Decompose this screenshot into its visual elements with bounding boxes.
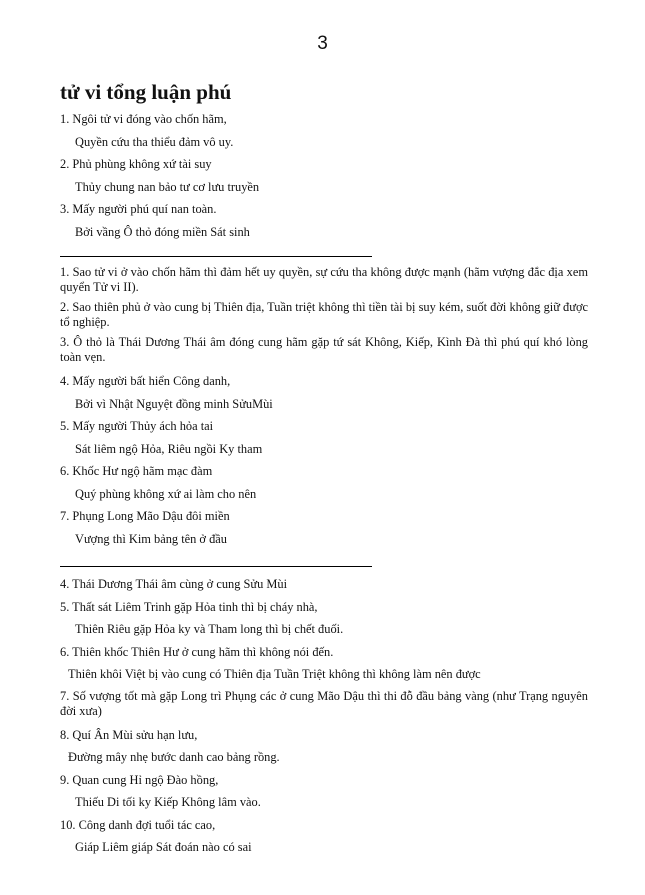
commentary-line: 6. Thiên khốc Thiên Hư ở cung hãm thì không nói đến.: [60, 644, 334, 659]
verse-line: 5. Mấy người Thủy ách hỏa tai: [60, 419, 214, 433]
commentary-section-3: [60, 573, 588, 859]
verse-line: 7. Phụng Long Mão Dậu đôi miền: [60, 509, 230, 523]
verse-line: Bởi vầng Ô thỏ đóng miền Sát sinh: [75, 224, 250, 239]
verse-line: Quyền cứu tha thiểu đảm vô uy.: [75, 134, 234, 149]
commentary-paragraph: 1. Sao tử vi ở vào chốn hãm thì đảm hết uy quyền, sự cứu tha không được mạnh (hãm vượng đắc địa xem quyển Tử vi II).: [60, 265, 588, 294]
verse-line: Thiếu Di tối ky Kiếp Không lâm vào.: [75, 795, 261, 809]
verse-line: 4. Mấy người bất hiển Công danh,: [60, 374, 231, 388]
page-title: tử vi tổng luận phú: [60, 80, 232, 104]
verse-line: Đường mây nhẹ bước danh cao bảng rồng.: [68, 750, 280, 764]
verse-line: 6. Khốc Hư ngộ hãm mạc đàm: [60, 464, 213, 478]
verse-line: 2. Phủ phùng không xứ tài suy: [60, 157, 212, 171]
verse-line: Vượng thì Kim bảng tên ở đầu: [75, 531, 227, 546]
verse-line: 10. Công danh đợi tuổi tác cao,: [60, 817, 216, 832]
page-number: 3: [317, 33, 328, 54]
verse-line: Quý phùng không xứ ai làm cho nên: [75, 486, 257, 501]
commentary-line: Thiên Riêu gặp Hỏa ky và Tham long thì bị chết đuối.: [75, 622, 344, 636]
verse-line: Bởi vì Nhật Nguyệt đồng minh SửuMùi: [75, 396, 273, 411]
commentary-line: Thiên khôi Việt bị vào cung có Thiên địa Tuần Triệt không thì không làm nên được: [68, 667, 481, 681]
commentary-line: 4. Thái Dương Thái âm cùng ở cung Sửu Mùi: [60, 577, 288, 591]
verse-line: 3. Mấy người phú quí nan toàn.: [60, 202, 217, 216]
verse-line: Giáp Liêm giáp Sát đoán nào có sai: [75, 840, 252, 854]
verse-line: Sát liêm ngộ Hỏa, Riêu ngồi Ky tham: [75, 441, 263, 456]
verse-line: 8. Quí Ân Mùi sửu hạn lưu,: [60, 727, 198, 742]
commentary-paragraph: 2. Sao thiên phủ ở vào cung bị Thiên địa, Tuần triệt không thì tiền tài bị suy kém, suốt đời không giữ được tổ nghiệp.: [60, 300, 588, 329]
verse-section-1: [60, 108, 588, 243]
commentary-line: 5. Thất sát Liêm Trinh gặp Hỏa tinh thì bị cháy nhà,: [60, 599, 318, 614]
divider: [60, 256, 372, 257]
divider: [60, 566, 372, 567]
commentary-paragraph: 3. Ô thỏ là Thái Dương Thái âm đóng cung hãm gặp tứ sát Không, Kiếp, Kình Đà thì phú quí khó lòng toàn vẹn.: [60, 335, 588, 364]
verse-line: 9. Quan cung Hỉ ngộ Đào hồng,: [60, 772, 219, 787]
verse-line: Thủy chung nan bảo tư cơ lưu truyền: [75, 179, 260, 194]
commentary-section-2: [60, 262, 588, 550]
commentary-paragraph: 7. Số vượng tốt mà gặp Long trì Phụng các ở cung Mão Dậu thì thi đỗ đầu bảng vàng (như Trạng nguyên đời xưa): [60, 688, 588, 718]
verse-line: 1. Ngôi tử vi đóng vào chốn hãm,: [60, 112, 227, 126]
